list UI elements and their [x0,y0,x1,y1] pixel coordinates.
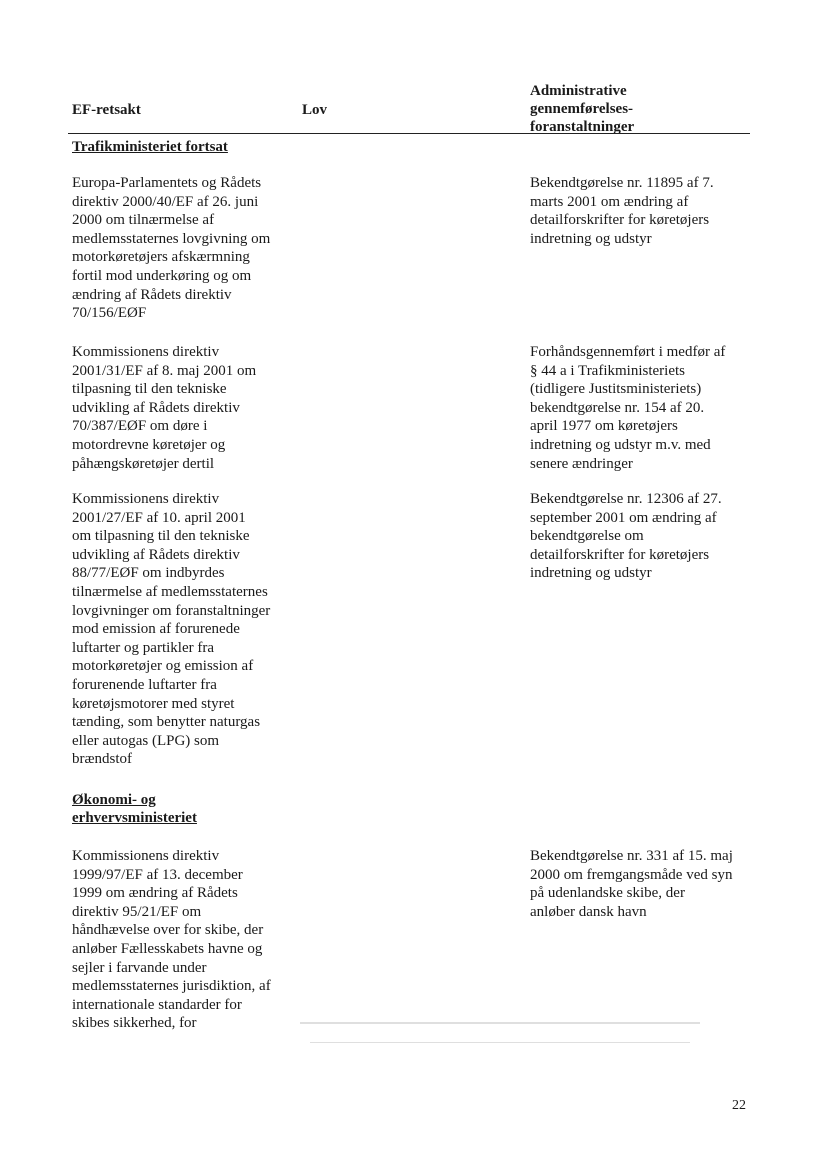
admin-measure-entry-4: Bekendtgørelse nr. 331 af 15. maj 2000 om fremgangsmåde ved syn på udenlandske skibe, der anløber dansk havn [530,848,733,920]
scan-noise [310,1042,690,1043]
column-header-administrative: Administrative gennemførelses- foranstaltninger [530,83,635,135]
column-header-ef-retsakt: EF-retsakt [72,102,141,118]
header-rule [68,133,750,134]
page-number: 22 [732,1098,746,1113]
column-header-lov: Lov [302,102,328,118]
admin-measure-entry-3: Bekendtgørelse nr. 12306 af 27. september 2001 om ændring af bekendtgørelse om detailforskrifter for køretøjers indretning og udstyr [530,491,722,582]
scan-noise [300,1022,700,1024]
section-heading-trafikministeriet: Trafikministeriet fortsat [72,139,228,155]
ef-act-entry-3: Kommissionens direktiv 2001/27/EF af 10. april 2001 om tilpasning til den tekniske udvikling af Rådets direktiv 88/77/EØF om indbyrdes tilnærmelse af medlemsstaternes lovgivninger om foranstaltninger mod emission af forurenede luftarter og partikler fra motorkøretøjer og emission af forurenende luftarter fra køretøjsmotorer med styret tænding, som benytter naturgas eller autogas (LPG) som brændstof [72,491,271,768]
ef-act-entry-2: Kommissionens direktiv 2001/31/EF af 8. maj 2001 om tilpasning til den tekniske udvikling af Rådets direktiv 70/387/EØF om døre i motordrevne køretøjer og påhængskøretøjer dertil [72,344,257,472]
admin-measure-entry-2: Forhåndsgennemført i medfør af § 44 a i Trafikministeriets (tidligere Justitsministeriets) bekendtgørelse nr. 154 af 20. april 1977 om køretøjers indretning og udstyr m.v. med senere ændringer [530,344,726,472]
section-heading-okonomi: Økonomi- og erhvervsministeriet [72,792,197,826]
admin-measure-entry-1: Bekendtgørelse nr. 11895 af 7. marts 2001 om ændring af detailforskrifter for køretøjers indretning og udstyr [530,175,714,247]
ef-act-entry-1: Europa-Parlamentets og Rådets direktiv 2000/40/EF af 26. juni 2000 om tilnærmelse af medlemsstaternes lovgivning om motorkøretøjers afskærmning fortil mod underkøring og om ændring af Rådets direktiv 70/156/EØF [72,175,271,322]
ef-act-entry-4: Kommissionens direktiv 1999/97/EF af 13. december 1999 om ændring af Rådets direktiv 95/21/EF om håndhævelse over for skibe, der anløber Fællesskabets havne og sejler i farvande under medlemsstaternes jurisdiktion, af internationale standarder for skibes sikkerhed, for [72,848,271,1032]
